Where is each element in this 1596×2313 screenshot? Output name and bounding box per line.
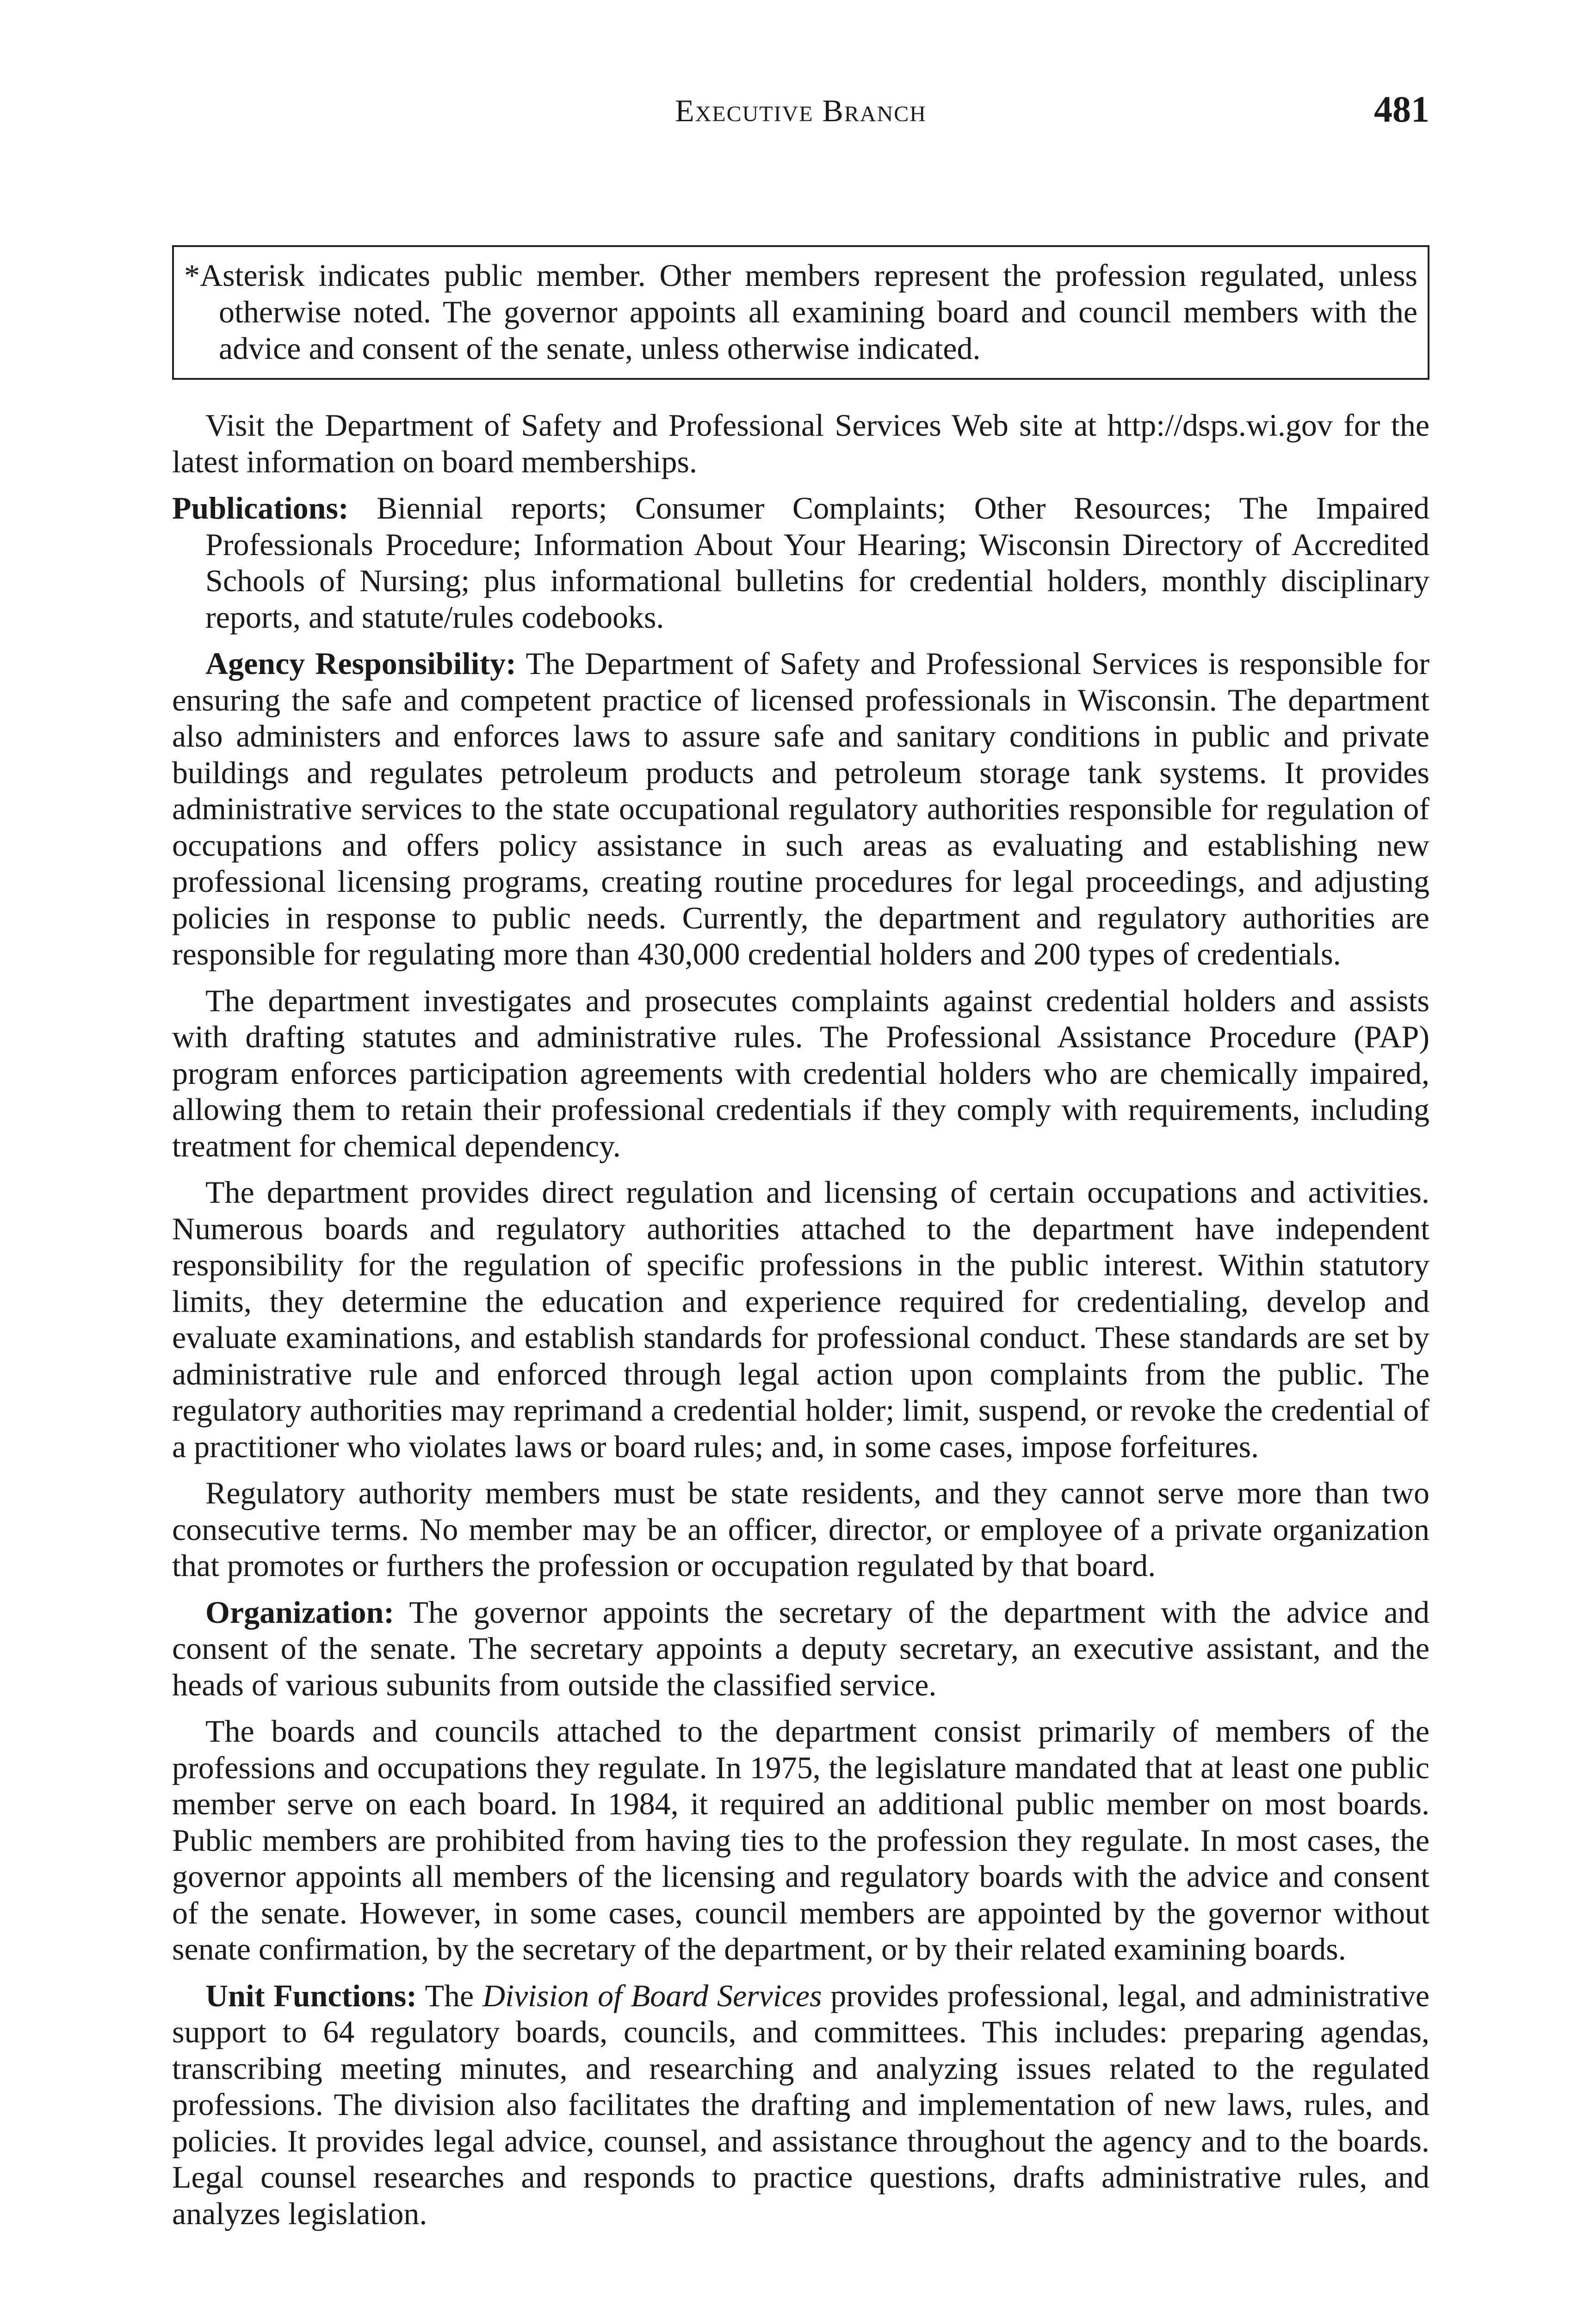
page-header [172,89,1429,148]
paragraph-visit: Visit the Department of Safety and Professional Services Web site at http://dsps.wi.gov for the latest information on board memberships. [172,408,1429,479]
publications-text: Biennial reports; Consumer Complaints; Other Resources; The Impaired Professionals Procedure; Information About Your Hearing; Wisconsin Directory of Accredited Schools of Nursing; plus informational bulletins for credential holders, monthly disciplinary reports, and statute/rules codebooks. [205,490,1429,635]
paragraph-boards: The boards and councils attached to the department consist primarily of members of the professions and occupations they regulate. In 1975, the legislature mandated that at least one public member serve on each board. In 1984, it required an additional public member on most boards. Public members are prohibited from having ties to the profession they regulate. In most cases, the governor appoints all members of the licensing and regulatory boards with the advice and consent of the senate. However, in some cases, council members are appointed by the governor without senate confirmation, by the secretary of the department, or by their related examining boards. [172,1713,1429,1967]
paragraph-unit-functions [172,1978,1429,2232]
body-text [172,407,1429,2242]
publications-label: Publications: [172,490,349,526]
organization-text: The governor appoints the secretary of the department with the advice and consent of the senate. The secretary appoints a deputy secretary, an executive assistant, and the heads of various subunits from outside the classified service. [172,1594,1429,1702]
paragraph-organization [172,1594,1429,1703]
note-text: *Asterisk indicates public member. Other members represent the profession regulated, unless otherwise noted. The governor appoints all examining board and council members with the advice and consent of the senate, unless otherwise indicated. [184,258,1417,366]
organization-label: Organization: [205,1594,394,1630]
running-head: Executive Branch [675,93,927,128]
page-number: 481 [1374,89,1429,130]
paragraph-agency-responsibility [172,645,1429,972]
agency-responsibility-label: Agency Responsibility: [205,646,516,681]
paragraph-publications [172,490,1429,635]
division-of-board-services: Division of Board Services [482,1978,822,2013]
unit-functions-label: Unit Functions: [205,1978,417,2013]
paragraph-members: Regulatory authority members must be state residents, and they cannot serve more than two consecutive terms. No member may be an officer, director, or employee of a private organization that promotes or furthers the profession or occupation regulated by that board. [172,1475,1429,1583]
unit-functions-pre: The [417,1978,483,2013]
unit-functions-text: provides professional, legal, and administrative support to 64 regulatory boards, councils, and committees. This includes: preparing agendas, transcribing meeting minutes, and researching and analyzing issues related to the regulated professions. The division also facilitates the drafting and implementation of new laws, rules, and policies. It provides legal advice, counsel, and assistance throughout the agency and to the boards. Legal counsel researches and responds to practice questions, drafts administrative rules, and analyzes legislation. [172,1978,1430,2231]
paragraph-investigates: The department investigates and prosecutes complaints against credential holders and assists with drafting statutes and administrative rules. The Professional Assistance Procedure (PAP) program enforces participation agreements with credential holders who are chemically impaired, allowing them to retain their professional credentials if they comply with requirements, including treatment for chemical dependency. [172,983,1429,1163]
agency-responsibility-text: The Department of Safety and Professional Services is responsible for ensuring the safe and competent practice of licensed professionals in Wisconsin. The department also administers and enforces laws to assure safe and sanitary conditions in public and private buildings and regulates petroleum products and petroleum storage tank systems. It provides administrative services to the state occupational regulatory authorities responsible for regulation of occupations and offers policy assistance in such areas as evaluating and establishing new professional licensing programs, creating routine procedures for legal proceedings, and adjusting policies in response to public needs. Currently, the department and regulatory authorities are responsible for regulating more than 430,000 credential holders and 200 types of credentials. [172,646,1430,971]
note-box [172,245,1429,380]
paragraph-provides: The department provides direct regulation and licensing of certain occupations and activities. Numerous boards and regulatory authorities attached to the department have independent responsibility for the regulation of specific professions in the public interest. Within statutory limits, they determine the education and experience required for credentialing, develop and evaluate examinations, and establish standards for professional conduct. These standards are set by administrative rule and enforced through legal action upon complaints from the public. The regulatory authorities may reprimand a credential holder; limit, suspend, or revoke the credential of a practitioner who violates laws or board rules; and, in some cases, impose forfeitures. [172,1175,1429,1464]
